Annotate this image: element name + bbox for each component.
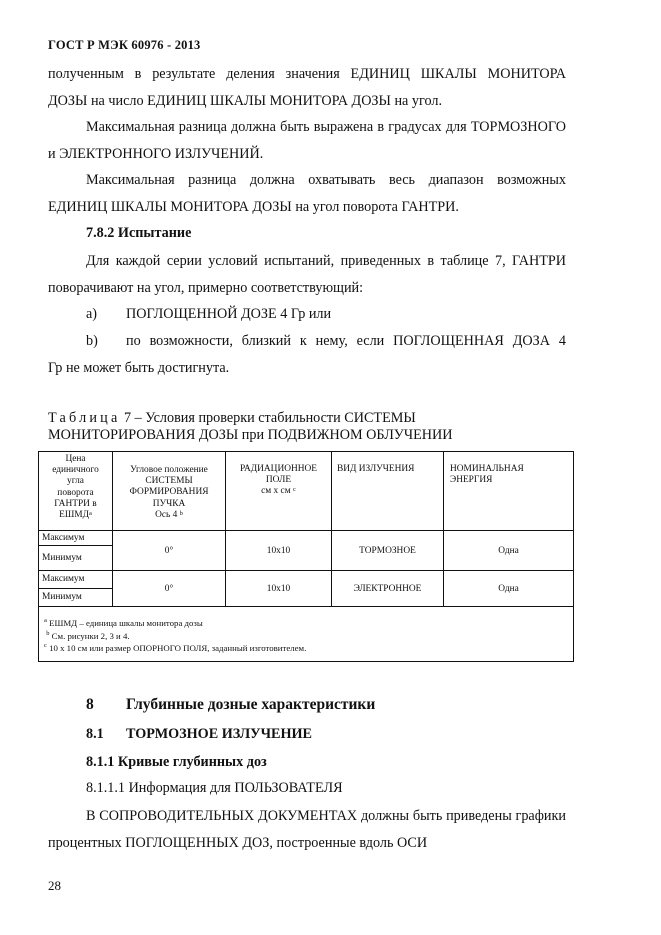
table-7 — [38, 451, 574, 662]
minmax-cell: Максимум Минимум — [39, 571, 113, 607]
table-row — [39, 571, 574, 607]
table-caption-title-line2: МОНИТОРИРОВАНИЯ ДОЗЫ при ПОДВИЖНОМ ОБЛУЧЕНИИ — [48, 427, 453, 443]
list-item-b: по возможности, близкий к нему, если ПОГЛОЩЕННАЯ ДОЗА 4 — [126, 333, 566, 349]
radiation-cell: ТОРМОЗНОЕ — [332, 531, 444, 571]
section-8-title: Глубинные дозные характеристики — [126, 696, 376, 713]
paragraph-accompanying-documents: В СОПРОВОДИТЕЛЬНЫХ ДОКУМЕНТАХ должны быть приведены графики процентных ПОГЛОЩЕННЫХ ДОЗ, построенные вдоль ОСИ — [48, 808, 566, 851]
paragraph-test-conditions: Для каждой серии условий испытаний, приведенных в таблице 7, ГАНТРИ поворачивают на угол, примерно соответствующий: — [48, 253, 566, 296]
document-header: ГОСТ Р МЭК 60976 - 2013 — [48, 38, 201, 52]
footnote-c: $^c$ 10 х 10 см или размер ОПОРНОГО ПОЛЯ, заданный изготовителем. — [44, 642, 307, 653]
header-cell-nominal-energy: НОМИНАЛЬНАЯ ЭНЕРГИЯ — [444, 452, 574, 531]
list-marker-a: a) — [86, 306, 98, 322]
table-row — [39, 531, 574, 571]
page-number: 28 — [48, 878, 61, 893]
angle-cell: 0° — [113, 571, 226, 607]
radiation-cell: ЭЛЕКТРОННОЕ — [332, 571, 444, 607]
heading-8-1-1-1: 8.1.1.1 Информация для ПОЛЬЗОВАТЕЛЯ — [86, 780, 343, 796]
minmax-cell: Максимум Минимум — [39, 531, 113, 571]
table-footnotes — [39, 607, 574, 662]
energy-cell: Одна — [444, 531, 574, 571]
table-caption-title: 7 – Условия проверки стабильности СИСТЕМЫ — [120, 410, 416, 426]
paragraph-max-difference-units: Максимальная разница должна быть выражена в градусах для ТОРМОЗНОГО и ЭЛЕКТРОННОГО ИЗЛУЧЕНИЙ. — [48, 119, 566, 162]
footnote-b: $^b$ См. рисунки 2, 3 и 4. — [46, 629, 130, 641]
table-caption — [48, 410, 568, 444]
section-8-1-title: ТОРМОЗНОЕ ИЗЛУЧЕНИЕ — [126, 726, 312, 742]
list-marker-b: b) — [86, 333, 98, 349]
angle-cell: 0° — [113, 531, 226, 571]
footnote-a: $^a$ ЕШМД – единица шкалы монитора дозы — [44, 617, 203, 628]
header-cell-radiation-type: ВИД ИЗЛУЧЕНИЯ — [332, 452, 444, 531]
table-footnotes-row — [39, 607, 574, 662]
header-cell-radiation-field: РАДИАЦИОННОЕ ПОЛЕ см х см $^c$ — [226, 452, 332, 531]
heading-8-1-1: 8.1.1 Кривые глубинных доз — [86, 754, 267, 770]
section-8-1-number: 8.1 — [86, 726, 104, 742]
header-cell-angle-price: Цена единичного угла поворота ГАНТРИ в ЕШМД$^a$ — [39, 452, 113, 531]
section-8-number: 8 — [86, 696, 94, 713]
field-cell: 10х10 — [226, 531, 332, 571]
paragraph-max-difference-range: Максимальная разница должна охватывать весь диапазон возможных ЕДИНИЦ ШКАЛЫ МОНИТОРА ДОЗЫ на угол поворота ГАНТРИ. — [48, 172, 566, 215]
table-caption-label: Таблица — [48, 410, 121, 426]
field-cell: 10х10 — [226, 571, 332, 607]
paragraph-line: ДОЗЫ на число ЕДИНИЦ ШКАЛЫ МОНИТОРА ДОЗЫ на угол. — [48, 93, 442, 109]
energy-cell: Одна — [444, 571, 574, 607]
heading-7-8-2: 7.8.2 Испытание — [86, 225, 192, 241]
paragraph-continuation — [48, 61, 566, 115]
list-item-a: ПОГЛОЩЕННОЙ ДОЗЕ 4 Гр или — [126, 306, 332, 322]
header-cell-angular-position: Угловое положение СИСТЕМЫ ФОРМИРОВАНИЯ ПУЧКА Ось 4 $^b$ — [113, 452, 226, 531]
paragraph-line: полученным в результате деления значения ЕДИНИЦ ШКАЛЫ МОНИТОРА — [48, 66, 566, 82]
table-header-row — [39, 452, 574, 531]
list-item-b-continuation: Гр не может быть достигнута. — [48, 360, 230, 376]
